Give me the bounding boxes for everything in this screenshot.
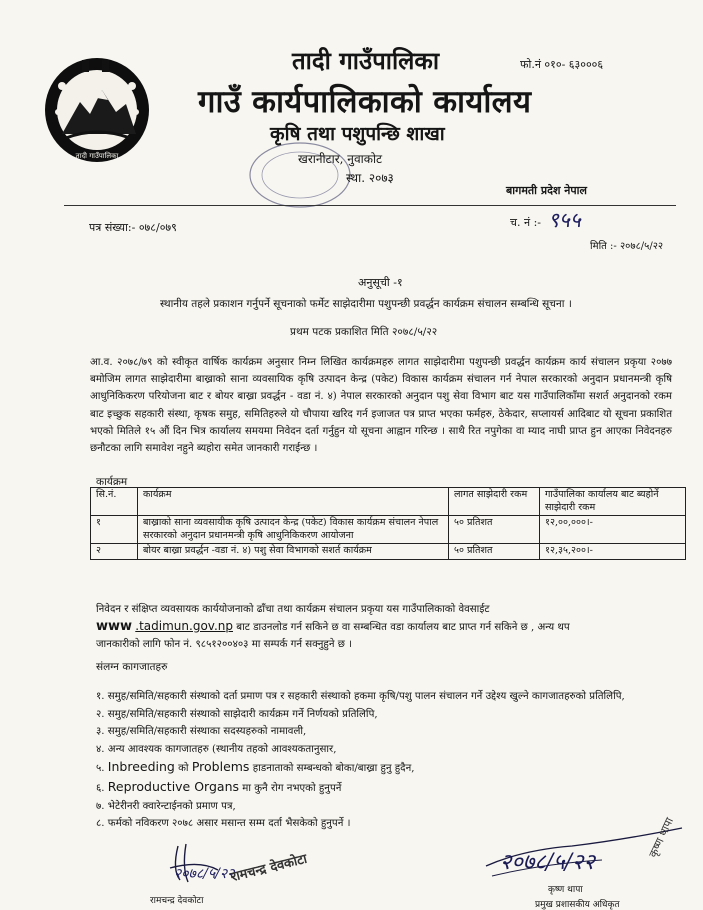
list-item	[96, 798, 682, 816]
cell-cost-share: ५० प्रतिशत	[449, 516, 540, 544]
program-table	[90, 487, 686, 560]
established-year: स्था. २०७३	[346, 171, 394, 185]
item-number: ८.	[96, 818, 105, 830]
left-signatory-name: रामचन्द्र देवकोटा	[150, 896, 204, 906]
municipality-logo	[42, 52, 152, 167]
item-english-term: Problems	[191, 759, 250, 775]
logo-caption: तादी गाउँपालिका	[75, 152, 119, 160]
attachments-heading: संलग्न कागजातहरु	[96, 661, 168, 673]
item-text: समुह/समिति/सहकारी संस्थाको साझेदारी कार्यक्रम गर्ने निर्णयको प्रतिलिपि,	[107, 708, 378, 720]
cell-sn: २	[91, 544, 138, 560]
item-number: ६.	[96, 782, 105, 794]
item-text: को	[178, 763, 189, 775]
info-line-2	[96, 618, 668, 636]
item-text: मा कुनै रोग नभएको हुनुपर्ने	[242, 782, 342, 794]
info-line-2-text: बाट डाउनलोड गर्न सकिने छ वा सम्बन्धित वडा कार्यालय बाट प्राप्त गर्न सकिने छ , अन्य थप	[236, 622, 570, 633]
left-signature-date: २०७८/५/२२	[174, 866, 235, 882]
letter-date: मिति :- २०७८/५/२२	[590, 241, 664, 252]
item-number: १.	[96, 691, 105, 702]
right-signatory-title: प्रमुख प्रशासकीय अधिकृत	[535, 900, 620, 910]
table-row	[91, 544, 686, 560]
item-text: हाडनाताको सम्बन्धको बोका/बाख्रा हुनु हुदैन,	[252, 763, 415, 775]
item-english-term: Reproductive Organs	[107, 778, 240, 794]
list-item	[96, 723, 682, 741]
cell-program: बोयर बाख्रा प्रवर्द्धन -वडा नं. ४) पशु सेवा विभागको सशर्त कार्यक्रम	[138, 544, 449, 560]
right-signature-date: २०७८/५/२२	[500, 850, 595, 875]
item-text: अन्य आवश्यक कागजातहरु (स्थानीय तहको आवश्यकतानुसार,	[107, 743, 337, 755]
item-number: ५.	[96, 763, 105, 775]
program-heading: कार्यक्रम	[96, 476, 128, 488]
list-item	[96, 688, 682, 706]
letter-number: पत्र संख्या:- ०७८/०७९	[89, 221, 177, 234]
item-number: ३.	[96, 726, 105, 738]
dispatch-label: च. नं :-	[510, 216, 542, 229]
list-item	[96, 758, 682, 778]
header-divider	[64, 205, 676, 206]
item-number: २.	[96, 708, 105, 720]
dispatch-number: ९५५	[548, 208, 581, 232]
item-text: फर्मको नविकरण २०७८ असार मसान्त सम्म दर्ता भैसकेको हुनुपर्ने ।	[107, 818, 351, 830]
province-name: बागमती प्रदेश नेपाल	[506, 184, 587, 197]
item-text: समुह/समिति/सहकारी संस्थाका सदस्यहरुको नामावली,	[107, 726, 307, 738]
info-line-1: निवेदन र संक्षिप्त व्यवसायक कार्ययोजनाको ढाँचा तथा कार्यक्रम संचालन प्रकृया यस गाउँपालिकाको वेवसाईट	[96, 604, 490, 615]
address: खरानीटार, नुवाकोट	[298, 152, 383, 166]
col-header-sn: सि.नं.	[91, 488, 138, 516]
item-number: ४.	[96, 743, 105, 755]
first-published-date: प्रथम पटक प्रकाशित मिति २०७८/५/२२	[290, 326, 438, 338]
cell-amount: १२,३५,२००।-	[540, 544, 686, 560]
annex-title: अनुसूची -१	[358, 276, 403, 289]
right-name-stamp: कृष्ण थापा	[646, 815, 677, 860]
info-paragraph	[96, 601, 668, 653]
table-header-row	[91, 488, 686, 516]
list-item	[96, 706, 682, 724]
municipality-name: तादी गाउँपालिका	[292, 46, 440, 75]
item-english-term: Inbreeding	[107, 759, 175, 775]
website-link[interactable]: .tadimun.gov.np	[135, 619, 233, 633]
item-number: ७.	[96, 800, 105, 812]
col-header-cost-share: लागत साझेदारी रकम	[449, 488, 540, 516]
col-header-program: कार्यक्रम	[138, 488, 449, 516]
website-prefix: www	[96, 619, 133, 634]
table-row	[91, 516, 686, 544]
col-header-amount: गाउँपालिका कार्यालय बाट ब्यहोर्ने साझेदारी रकम	[540, 488, 686, 516]
item-text: भेटेरीनरी क्वारेन्टाईनको प्रमाण पत्र,	[107, 800, 236, 812]
branch-name: कृषि तथा पशुपन्छि शाखा	[270, 123, 445, 145]
info-line-3: जानकारीको लागि फोन नं. ९८५१२००४०३ मा सम्पर्क गर्न सक्नुहुने छ ।	[96, 639, 352, 650]
list-item	[96, 741, 682, 759]
cell-sn: १	[91, 516, 138, 544]
cell-cost-share: ५० प्रतिशत	[449, 544, 540, 560]
cell-amount: १२,००,०००।-	[540, 516, 686, 544]
office-title: गाउँ कार्यपालिकाको कार्यालय	[198, 84, 532, 120]
phone-number: फो.नं ०१०- ६३०००६	[520, 58, 604, 71]
cell-program: बाख्राको साना व्यवसायीक कृषि उत्पादन केन्द्र (पकेट) विकास कार्यक्रम संचालन नेपाल सरकारको अनुदान प्रधानमन्त्री कृषि आधुनिकिकरण आयोजना	[138, 516, 449, 544]
notice-subject: स्थानीय तहले प्रकाशन गर्नुपर्ने सूचनाको फर्मेट साझेदारीमा पशुपन्छी प्रवर्द्धन कार्यक्रम संचालन सम्बन्धि सूचना ।	[160, 298, 572, 310]
right-signatory-name: कृष्ण थापा	[548, 885, 583, 895]
notice-body: आ.व. २०७८/७९ को स्वीकृत वार्षिक कार्यक्रम अनुसार निम्न लिखित कार्यक्रमहरु लागत साझेदारीमा पशुपन्छी प्रवर्द्धन कार्यक्रम कार्य संचालन प्रकृया २०७७ बमोजिम लागत साझेदारीमा बाख्राको साना व्यवसायिक कृषि उत्पादन केन्द्र (पकेट) विकास कार्यक्रम संचालन गर्न नेपाल सरकारको अनुदान प्रधानमन्त्री कृषि आधुनिकिकरण परियोजना बाट र बोयर बाख्रा प्रवर्द्धन - वडा नं. ४) नेपाल सरकारको अनुदान पशु सेवा विभाग बाट यस गाउँपालिकाँमा सशर्त अनुदानको रकम बाट इच्छुक सहकारी संस्था, कृषक समुह, समितिहरुले यो चौपाया खरिद गर्न इजाजत पत्र प्राप्त भएका फर्महरु, ठेकेदार, सप्लायर्स आदिबाट यो सूचना प्रकाशित भएको मितिले १५ औं दिन भित्र कार्यालय समयमा निवेदन दर्ता गर्नुहुन यो सूचना आह्वान गरिन्छ । साथै रित नपुगेका वा म्याद नाघी प्राप्त हुन आएका निवेदनहरु छनौटका लागि समावेश नहुने ब्यहोरा समेत जानकारी गराईन्छ ।	[90, 357, 672, 455]
left-name-stamp: रामचन्द्र देवकोटा	[229, 851, 309, 886]
list-item	[96, 778, 682, 798]
item-text: समुह/समिति/सहकारी संस्थाको दर्ता प्रमाण पत्र र सहकारी संस्थाको हकमा कृषि/पशु पालन संचालन गर्ने उद्देश्य खुल्ने कागजातहरुको प्रतिलिपि,	[107, 691, 625, 702]
attachments-list	[96, 688, 682, 833]
